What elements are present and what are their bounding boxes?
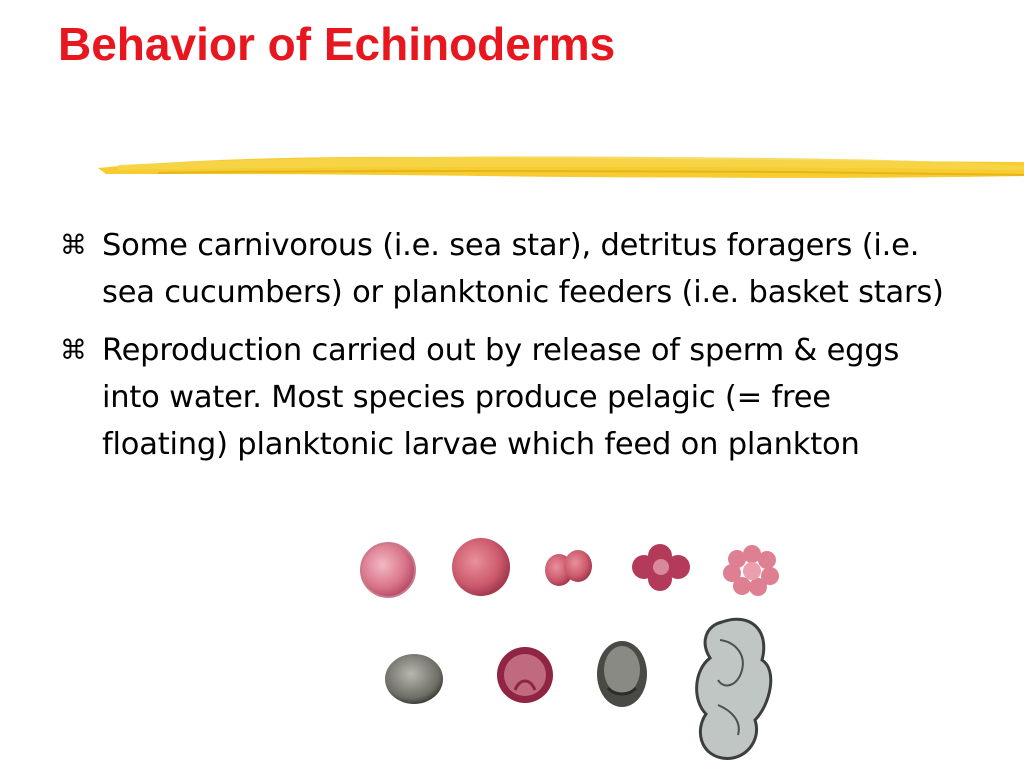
fertilized-egg-icon bbox=[452, 538, 510, 596]
bullet-text: Some carnivorous (i.e. sea star), detritus foragers (i.e. sea cucumbers) or planktonic feeders (i.e. basket stars) bbox=[102, 228, 944, 310]
bullet-list bbox=[60, 222, 960, 479]
pluteus-larva-stage-icon bbox=[697, 619, 771, 758]
blastula-stage-icon bbox=[385, 654, 443, 704]
eight-cell-stage-icon bbox=[723, 545, 779, 596]
bullet-marker-icon: ⌘ bbox=[60, 230, 87, 261]
bullet-marker-icon: ⌘ bbox=[60, 335, 87, 366]
echinoderm-development-stages-image bbox=[350, 530, 800, 768]
two-cell-stage-icon bbox=[545, 550, 592, 586]
bullet-item bbox=[60, 222, 960, 316]
gastrula-stage-icon bbox=[497, 647, 553, 703]
bullet-item bbox=[60, 327, 960, 468]
prism-larva-stage-icon bbox=[597, 641, 647, 707]
bullet-text: Reproduction carried out by release of sperm & eggs into water. Most species produce pelagic (= free floating) planktonic larvae which feed on plankton bbox=[102, 333, 900, 462]
unfertilized-egg-icon bbox=[361, 543, 415, 597]
four-cell-stage-icon bbox=[632, 544, 690, 591]
slide-title: Behavior of Echinoderms bbox=[58, 18, 616, 70]
yellow-brush-stroke bbox=[98, 146, 1024, 186]
